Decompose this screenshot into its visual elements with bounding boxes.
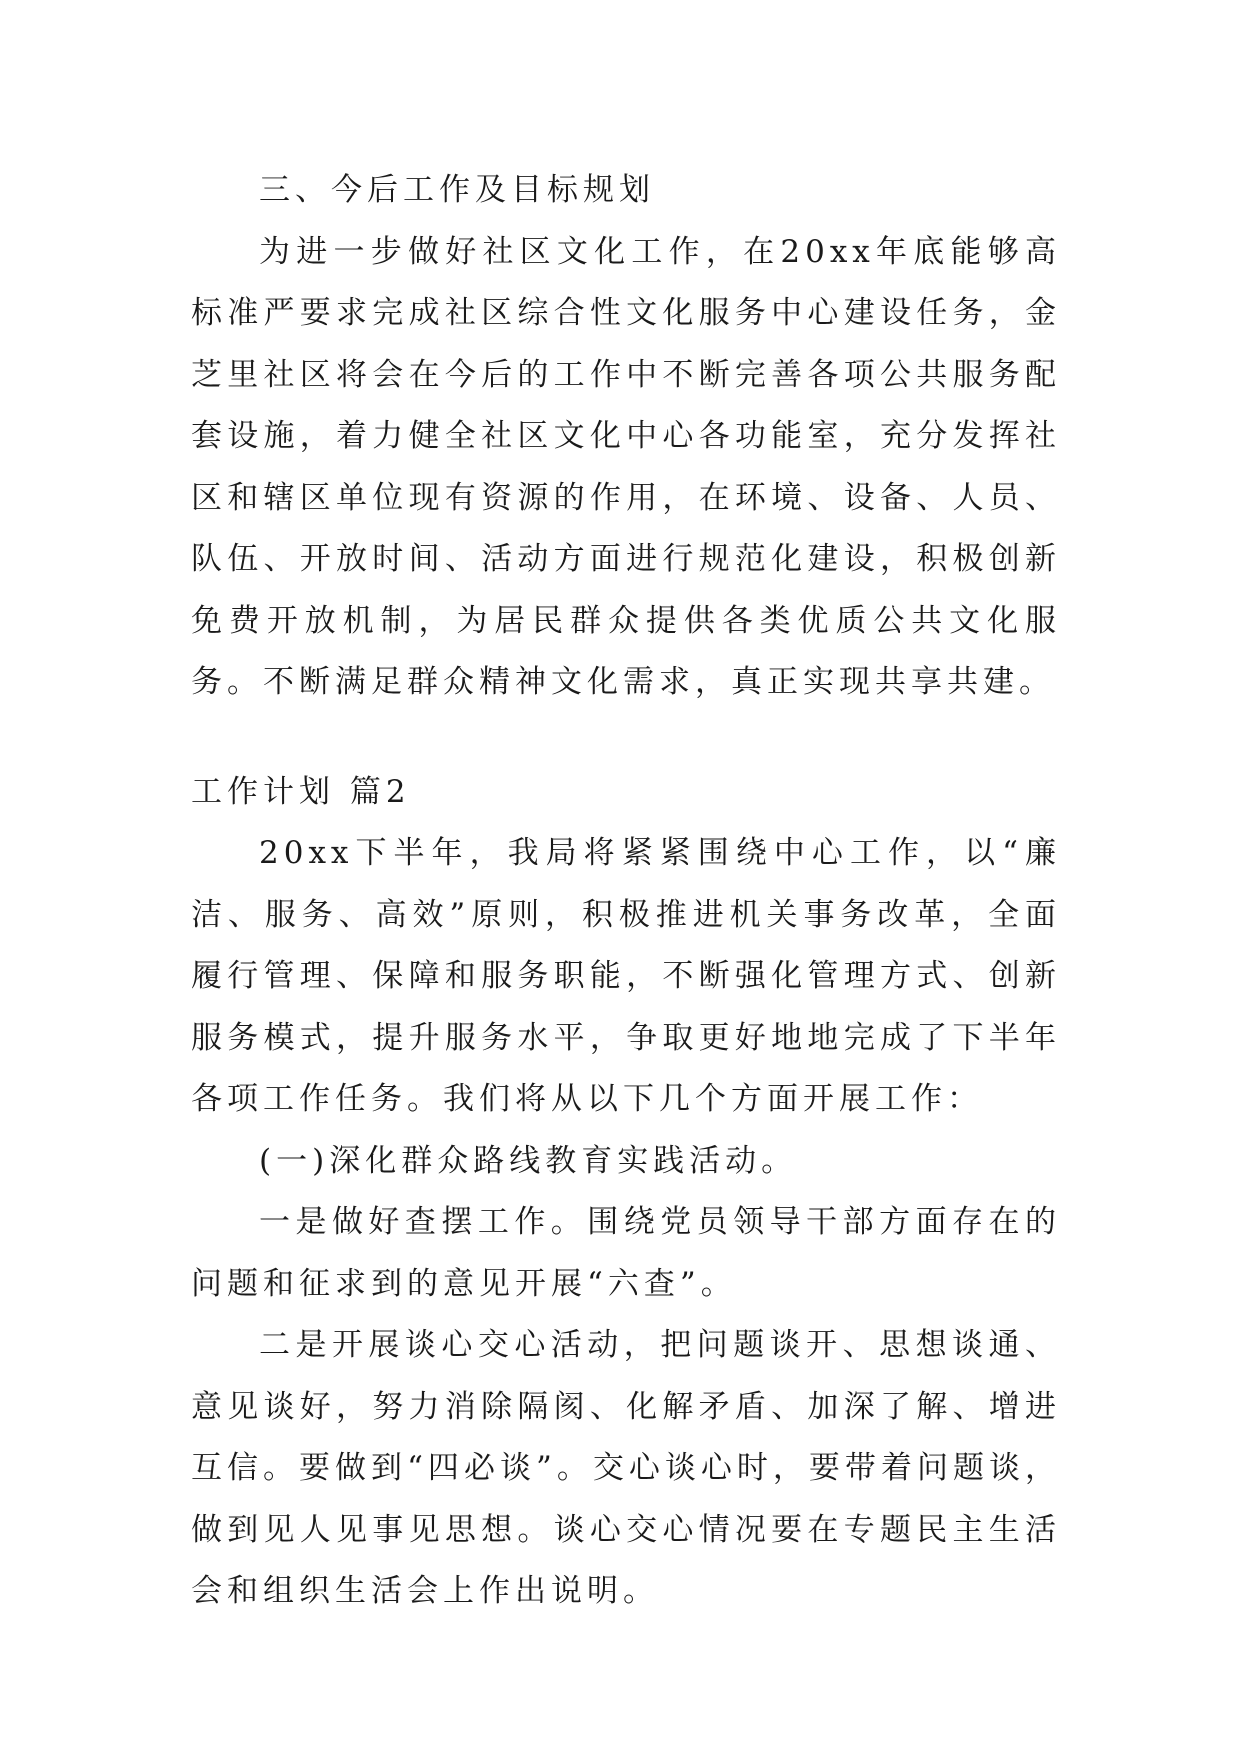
section-work-plan-2 bbox=[191, 762, 1061, 1623]
article-title: 工作计划 篇2 bbox=[191, 773, 411, 810]
paragraph: 20xx下半年，我局将紧紧围绕中心工作，以“廉洁、服务、高效”原则，积极推进机关事务改革，全面履行管理、保障和服务职能，不断强化管理方式、创新服务模式，提升服务水平，争取更好地地完成了下半年各项工作任务。我们将从以下几个方面开展工作： bbox=[191, 835, 1061, 1117]
document-body bbox=[191, 160, 1061, 1623]
section-heading: 三、今后工作及目标规划 bbox=[259, 172, 655, 208]
paragraph: 一是做好查摆工作。围绕党员领导干部方面存在的问题和征求到的意见开展“六查”。 bbox=[191, 1204, 1061, 1302]
item-heading: (一)深化群众路线教育实践活动。 bbox=[259, 1142, 798, 1179]
section-future-plan bbox=[191, 160, 1061, 714]
section-spacer bbox=[191, 714, 1061, 762]
paragraph: 二是开展谈心交心活动，把问题谈开、思想谈通、意见谈好，努力消除隔阂、化解矛盾、加深了解、增进互信。要做到“四必谈”。交心谈心时，要带着问题谈，做到见人见事见思想。谈心交心情况要在专题民主生活会和组织生活会上作出说明。 bbox=[191, 1327, 1061, 1609]
paragraph: 为进一步做好社区文化工作，在20xx年底能够高标准严要求完成社区综合性文化服务中心建设任务，金芝里社区将会在今后的工作中不断完善各项公共服务配套设施，着力健全社区文化中心各功能室，充分发挥社区和辖区单位现有资源的作用，在环境、设备、人员、队伍、开放时间、活动方面进行规范化建设，积极创新免费开放机制，为居民群众提供各类优质公共文化服务。不断满足群众精神文化需求，真正实现共享共建。 bbox=[191, 233, 1061, 700]
